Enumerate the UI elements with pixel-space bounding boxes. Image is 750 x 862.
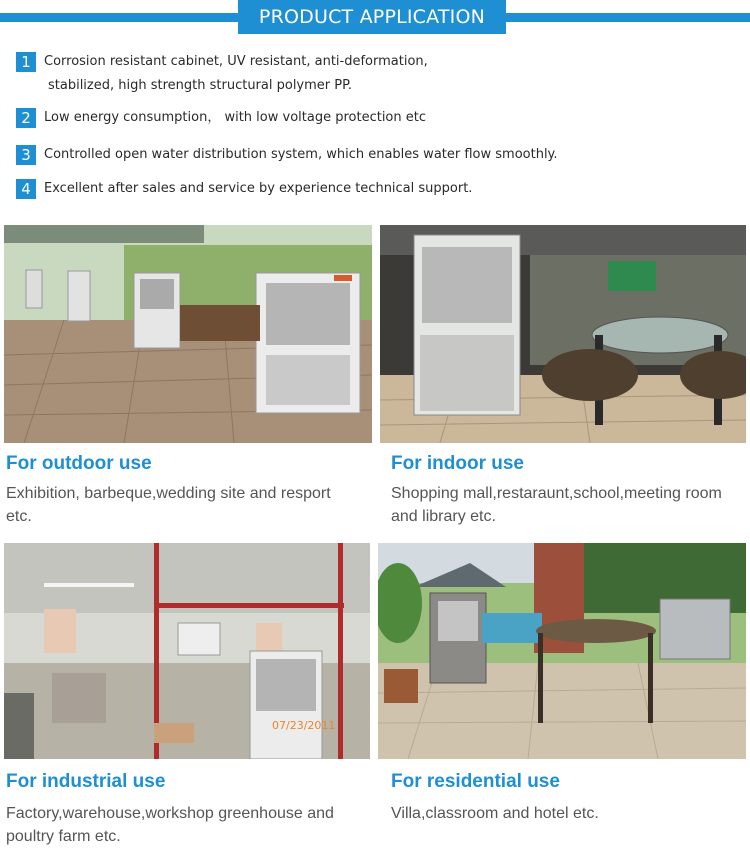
feature-text [44, 50, 428, 98]
application-description: Exhibition, barbeque,wedding site and resport etc. [6, 485, 331, 525]
indoor-restaurant-photo [380, 225, 746, 443]
feature-item [16, 108, 426, 130]
feature-line: Corrosion resistant cabinet, UV resistant, anti-deformation, [44, 54, 428, 69]
feature-text: Controlled open water distribution system, which enables water flow smoothly. [44, 147, 558, 162]
section-title: PRODUCT APPLICATION [238, 0, 506, 34]
application-title: For industrial use [6, 771, 166, 792]
header-bar-left [0, 13, 238, 22]
feature-item [16, 52, 428, 98]
application-description: Villa,classroom and hotel etc. [391, 805, 599, 822]
feature-number-badge: 3 [16, 145, 36, 165]
feature-number-badge: 2 [16, 108, 36, 128]
feature-text: Low energy consumption， with low voltage protection etc [44, 110, 426, 125]
feature-number-badge: 4 [16, 179, 36, 199]
industrial-workshop-photo [4, 543, 370, 759]
feature-line: stabilized, high strength structural polymer PP. [48, 78, 353, 93]
feature-text: Excellent after sales and service by experience technical support. [44, 181, 473, 196]
application-title: For outdoor use [6, 453, 152, 474]
section-header [0, 0, 750, 36]
header-bar-right [506, 13, 750, 22]
application-title: For residential use [391, 771, 560, 792]
photo-date-stamp: 07/23/2011 [272, 719, 336, 732]
application-description: Shopping mall,restaraunt,school,meeting room and library etc. [391, 485, 722, 525]
feature-number-badge: 1 [16, 52, 36, 72]
application-title: For indoor use [391, 453, 524, 474]
residential-patio-photo [378, 543, 746, 759]
outdoor-exhibition-photo [4, 225, 372, 443]
feature-item [16, 179, 472, 201]
feature-item [16, 145, 558, 167]
application-description: Factory,warehouse,workshop greenhouse and poultry farm etc. [6, 805, 334, 845]
